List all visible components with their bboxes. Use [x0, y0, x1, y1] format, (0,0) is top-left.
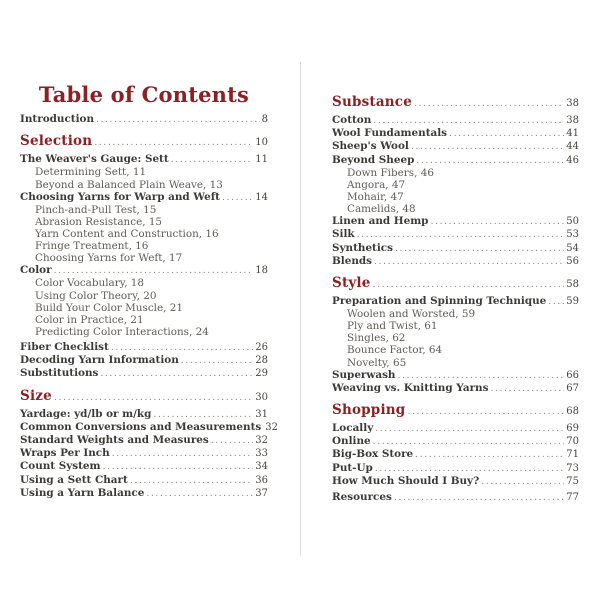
page-number: 73 [566, 462, 579, 474]
page-number: 32 [255, 434, 268, 446]
dot-leader [395, 243, 564, 255]
toc-entry [332, 491, 579, 504]
toc-entry-label: Synthetics [332, 241, 393, 254]
page-number: 69 [566, 423, 579, 435]
dot-leader [481, 476, 564, 488]
dot-leader [373, 436, 565, 448]
toc-entry-label: Using a Yarn Balance [20, 486, 145, 499]
toc-entry [332, 448, 579, 461]
dot-leader [103, 461, 254, 473]
toc-subentry [20, 228, 268, 240]
toc-subentry-label: Mohair, 47 [347, 191, 404, 203]
toc-section-heading [20, 389, 268, 405]
dot-leader [153, 409, 253, 421]
dot-leader [146, 488, 253, 500]
page-number: 37 [255, 487, 268, 499]
toc-entry [332, 435, 579, 448]
toc-entry [332, 228, 579, 241]
toc-entry-label: Yardage: yd/lb or m/kg [20, 407, 152, 420]
dot-leader [181, 355, 253, 367]
toc-entry [332, 242, 579, 255]
page-number: 44 [566, 141, 579, 153]
toc-subentry-label: Color Vocabulary, 18 [35, 277, 145, 290]
dot-leader [373, 115, 564, 127]
toc-entry-label: Linen and Hemp [332, 215, 429, 228]
toc-subentry-label: Abrasion Resistance, 15 [35, 215, 163, 228]
dot-leader [357, 229, 565, 241]
toc-section-heading [20, 134, 268, 150]
dot-leader [430, 216, 564, 228]
dot-leader [449, 128, 564, 140]
toc-entry-label: Using a Sett Chart [20, 473, 128, 486]
dot-leader [54, 390, 253, 405]
toc-subentry [332, 320, 579, 332]
toc-entry [20, 408, 268, 421]
dot-leader [375, 423, 564, 435]
toc-entry [332, 475, 579, 488]
toc-entry [20, 420, 278, 434]
toc-entry-label: Color [20, 264, 52, 277]
dot-leader [96, 114, 260, 126]
dot-leader [54, 265, 254, 277]
toc-entry [20, 474, 268, 487]
toc-entry [20, 153, 268, 166]
page-number: 11 [255, 154, 268, 166]
page-number: 18 [255, 265, 268, 277]
toc-subentry-label: Ply and Twist, 61 [347, 320, 438, 333]
toc-entry [20, 354, 268, 367]
page-number: 75 [566, 475, 579, 487]
toc-entry [332, 255, 579, 268]
page-number: 29 [255, 368, 268, 380]
toc-entry-label: Sheep's Wool [332, 140, 409, 153]
toc-section-heading [332, 403, 579, 419]
page-title: Table of Contents [38, 82, 250, 107]
dot-leader [222, 192, 253, 204]
toc-entry-label: Count System [20, 460, 101, 473]
page-number: 46 [566, 154, 579, 166]
page-number: 38 [566, 115, 579, 126]
toc-subentry-label: Determining Sett, 11 [35, 166, 147, 179]
toc-subentry [20, 216, 268, 228]
page-number: 33 [255, 448, 268, 460]
toc-entry [20, 460, 268, 473]
toc-subentry [20, 326, 268, 338]
toc-entry [20, 113, 268, 126]
toc-section-heading-label: Selection [20, 133, 93, 150]
toc-section-heading-label: Size [20, 387, 52, 404]
toc-subentry-label: Singles, 62 [347, 332, 406, 345]
toc-section-heading-label: Shopping [332, 402, 406, 419]
toc-section-heading-label: Substance [332, 94, 413, 110]
page-number: 50 [566, 216, 579, 228]
toc-subentry-label: Down Fibers, 46 [347, 166, 434, 179]
page-number: 38 [566, 98, 579, 109]
toc-subentry-label: Bounce Factor, 64 [347, 344, 443, 357]
dot-leader [375, 463, 564, 475]
toc-entry-label: Online [332, 435, 371, 448]
toc-entry-label: Put-Up [332, 461, 373, 474]
toc-entry [20, 447, 268, 460]
page-number: 31 [255, 408, 268, 420]
toc-entry-label: Choosing Yarns for Warp and Weft [20, 190, 220, 203]
toc-subentry [332, 308, 579, 320]
dot-leader [374, 256, 564, 268]
toc-entry-label: Introduction [20, 113, 94, 125]
toc-entry-label: Substitutions [20, 367, 99, 380]
page-number: 58 [566, 279, 579, 290]
toc-entry [332, 215, 579, 228]
toc-entry-label: Resources [332, 491, 392, 504]
page-number: 77 [566, 492, 579, 504]
toc-subentry [332, 357, 579, 369]
dot-leader [415, 449, 564, 461]
toc-entry-label: Decoding Yarn Information [20, 354, 179, 367]
dot-leader [112, 448, 254, 460]
toc-entry [332, 154, 579, 167]
toc-section-heading [332, 276, 579, 292]
toc-entry [332, 422, 579, 435]
toc-subentry-label: Color in Practice, 21 [35, 313, 144, 326]
page-number: 41 [566, 128, 579, 140]
page-number: 36 [255, 474, 268, 486]
toc-entry [20, 487, 268, 500]
dot-leader [398, 370, 565, 382]
page-number: 32 [265, 421, 278, 433]
toc-subentry [332, 332, 579, 344]
page-number: 8 [261, 114, 268, 125]
toc-entry-label: The Weaver's Gauge: Sett [20, 153, 169, 166]
toc-entry [332, 114, 579, 127]
page-number: 71 [566, 449, 579, 461]
toc-entry-label: How Much Should I Buy? [332, 474, 480, 487]
toc-subentry [20, 204, 268, 216]
toc-entry [20, 434, 268, 447]
toc-subentry [332, 167, 579, 179]
toc-subentry [20, 314, 268, 326]
dot-leader [94, 135, 253, 150]
toc-left-entries [20, 113, 278, 500]
toc-subentry [332, 191, 579, 203]
toc-subentry [332, 179, 579, 191]
toc-entry-label: Standard Weights and Measures [20, 433, 209, 446]
toc-subentry-label: Choosing Yarns for Weft, 17 [35, 252, 183, 265]
dot-leader [373, 277, 565, 292]
toc-section-heading-label: Style [332, 275, 371, 291]
toc-entry [332, 127, 579, 140]
toc-right-entries [332, 95, 579, 504]
toc-entry-label: Preparation and Spinning Technique [332, 295, 547, 307]
toc-entry-label: Common Conversions and Measurements [20, 420, 262, 433]
toc-subentry [20, 166, 268, 178]
dot-leader [171, 154, 254, 166]
toc-entry [332, 369, 579, 382]
toc-subentry [20, 290, 268, 302]
toc-entry [20, 341, 268, 354]
toc-subentry-label: Using Color Theory, 20 [35, 289, 157, 302]
toc-entry-label: Superwash [332, 368, 396, 381]
toc-subentry-label: Camelids, 48 [347, 203, 416, 216]
page-number: 34 [255, 461, 268, 473]
toc-entry-label: Silk [332, 228, 355, 241]
toc-entry-label: Cotton [332, 114, 372, 126]
toc-subentry [20, 179, 268, 191]
dot-leader [414, 96, 564, 111]
dot-leader [407, 404, 564, 419]
toc-subentry-label: Build Your Color Muscle, 21 [35, 301, 183, 314]
dot-leader [416, 155, 564, 167]
toc-subentry [20, 252, 268, 264]
toc-entry-label: Blends [332, 254, 373, 267]
toc-entry [332, 462, 579, 475]
toc-subentry-label: Pinch-and-Pull Test, 15 [35, 203, 157, 216]
toc-entry-label: Beyond Sheep [332, 153, 415, 166]
toc-entry-label: Big-Box Store [332, 448, 414, 461]
toc-subentry-label: Predicting Color Interactions, 24 [35, 325, 209, 338]
toc-entry-label: Fiber Checklist [20, 340, 109, 353]
toc-subentry [20, 277, 268, 289]
toc-subentry [20, 240, 268, 252]
dot-leader [394, 492, 564, 504]
toc-entry-label: Weaving vs. Knitting Yarns [332, 381, 489, 394]
page-number: 70 [566, 436, 579, 448]
page-number: 66 [566, 369, 579, 381]
dot-leader [411, 141, 564, 153]
page-number: 59 [566, 296, 579, 307]
toc-entry [332, 382, 579, 395]
dot-leader [211, 435, 253, 447]
page-number: 14 [255, 191, 268, 203]
toc-section-heading [332, 95, 579, 111]
dot-leader [100, 368, 253, 380]
page-number: 53 [566, 229, 579, 241]
page-number: 68 [566, 406, 579, 418]
toc-subentry-label: Novelty, 65 [347, 356, 407, 369]
page-number: 54 [566, 242, 579, 254]
toc-entry [332, 140, 579, 153]
toc-entry [332, 295, 579, 308]
toc-left-column [20, 82, 278, 500]
page-number: 26 [255, 341, 268, 353]
column-divider [300, 62, 301, 556]
toc-subentry-label: Yarn Content and Construction, 16 [35, 227, 219, 240]
page-number: 10 [255, 137, 268, 149]
dot-leader [548, 296, 564, 308]
toc-subentry-label: Fringe Treatment, 16 [35, 240, 149, 253]
toc-entry-label: Locally [332, 422, 374, 435]
toc-subentry-label: Angora, 47 [347, 178, 406, 191]
toc-right-column [332, 84, 579, 504]
page-number: 67 [566, 382, 579, 394]
toc-entry [20, 264, 268, 277]
page-number: 30 [255, 391, 268, 403]
toc-subentry [332, 203, 579, 215]
dot-leader [490, 383, 564, 395]
toc-subentry [20, 302, 268, 314]
toc-subentry-label: Beyond a Balanced Plain Weave, 13 [35, 178, 223, 191]
dot-leader [111, 342, 253, 354]
toc-entry [20, 191, 268, 204]
dot-leader [130, 475, 253, 487]
toc-subentry-label: Woolen and Worsted, 59 [347, 308, 476, 321]
toc-subentry [332, 344, 579, 356]
toc-entry [20, 367, 268, 380]
page-number: 28 [255, 355, 268, 367]
toc-entry-label: Wraps Per Inch [20, 447, 110, 460]
toc-entry-label: Wool Fundamentals [332, 127, 448, 140]
page-number: 56 [566, 255, 579, 267]
